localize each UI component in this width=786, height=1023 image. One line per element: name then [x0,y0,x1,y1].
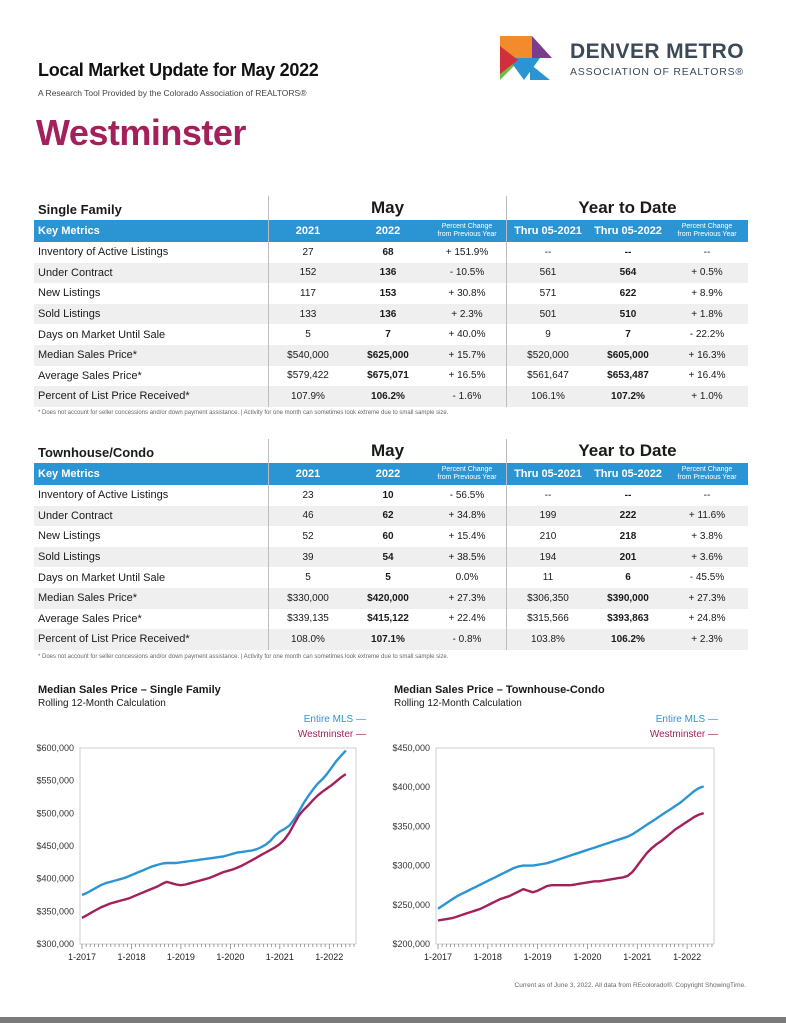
group-ytd: Year to Date [506,196,748,220]
ytd-2021-value: -- [544,246,552,258]
y-tick-label: $550,000 [36,775,74,786]
col-2021: 2021 [295,468,321,480]
y-tick-label: $300,000 [392,860,430,871]
table-row [34,609,748,630]
series-line-westminster [438,813,704,920]
col-thru-2022: Thru 05-2022 [594,225,662,237]
section-title: Single Family [38,202,122,217]
may-2021-value: $579,422 [287,370,329,382]
ytd-2022-value: $393,863 [607,613,649,625]
col-ytd-pct-change: Percent Change from Previous Year [677,223,737,238]
ytd-2022-value: 106.2% [611,633,645,645]
may-2021-value: $330,000 [287,592,329,604]
series-line-entire-mls [438,786,704,908]
x-tick-label: 1-2017 [67,952,97,962]
legend-entire-mls: Entire MLS — [655,714,718,725]
table-body [34,485,748,650]
y-tick-label: $450,000 [392,743,430,753]
may-2022-value: 54 [382,551,394,563]
table-row [34,386,748,407]
ytd-2021-value: 199 [539,510,557,522]
may-pct-change: 0.0% [455,572,479,584]
dmar-logo [500,36,750,84]
may-2021-value: 46 [302,510,314,522]
series-line-westminster [82,774,346,918]
table-row [34,547,748,568]
may-2021-value: $339,135 [287,613,329,625]
bottom-bar [0,1017,786,1023]
may-2022-value: 10 [382,489,394,501]
col-ytd-pct-change: Percent Change from Previous Year [677,466,737,481]
table-row [34,588,748,609]
ytd-pct-change: + 27.3% [688,592,726,604]
ytd-2021-value: 561 [539,267,557,279]
group-may: May [268,439,506,463]
x-tick-label: 1-2022 [315,952,344,962]
ytd-2021-value: 106.1% [531,390,565,402]
metric-label: Inventory of Active Listings [38,489,169,502]
table-group-header [34,439,748,463]
ytd-2021-value: $561,647 [527,370,569,382]
may-pct-change: - 0.8% [452,633,482,645]
may-pct-change: + 151.9% [445,246,489,258]
metric-label: New Listings [38,530,101,543]
ytd-2022-value: 622 [619,287,637,299]
col-key-metrics: Key Metrics [38,225,100,237]
ytd-2022-value: -- [624,489,632,501]
data-credit: Current as of June 3, 2022. All data from REcolorado®. Copyright ShowingTime. [514,982,746,989]
group-ytd: Year to Date [506,439,748,463]
y-tick-label: $250,000 [392,899,430,910]
x-tick-label: 1-2017 [423,952,453,962]
chart-title: Median Sales Price – Single Family [38,684,221,696]
ytd-2022-value: 564 [619,267,637,279]
ytd-2021-value: 210 [539,530,557,542]
table-group-header [34,196,748,220]
y-tick-label: $500,000 [36,808,74,819]
ytd-2022-value: $653,487 [607,370,649,382]
table-row [34,345,748,366]
ytd-2021-value: -- [544,489,552,501]
legend-westminster: Westminster — [297,729,366,740]
metric-label: Days on Market Until Sale [38,571,166,584]
x-tick-label: 1-2021 [623,952,652,962]
table-header [34,220,748,242]
x-tick-label: 1-2020 [216,952,245,962]
may-2022-value: $675,071 [367,370,409,382]
column-divider [506,439,507,650]
ytd-pct-change: + 16.3% [688,349,726,361]
group-may: May [268,196,506,220]
may-2021-value: 27 [302,246,314,258]
y-tick-label: $600,000 [36,743,74,753]
ytd-pct-change: -- [703,489,711,501]
metric-label: Median Sales Price* [38,349,138,362]
table-row [34,567,748,588]
ytd-pct-change: + 3.8% [691,530,723,542]
col-pct-change: Percent Change from Previous Year [437,466,497,481]
may-2021-value: 5 [305,329,311,341]
x-tick-label: 1-2020 [573,952,602,962]
may-pct-change: + 15.4% [448,530,486,542]
table-row [34,366,748,387]
metric-label: Inventory of Active Listings [38,246,169,259]
may-2022-value: 136 [379,267,397,279]
ytd-pct-change: -- [703,246,711,258]
may-2021-value: 133 [299,308,317,320]
chart-title: Median Sales Price – Townhouse-Condo [394,684,605,696]
chart-single-family [0,736,390,972]
may-2022-value: 153 [379,287,397,299]
table-row [34,324,748,345]
x-tick-label: 1-2022 [673,952,702,962]
column-divider [268,196,269,407]
metric-label: Percent of List Price Received* [38,633,190,646]
ytd-2021-value: 501 [539,308,557,320]
ytd-2021-value: $520,000 [527,349,569,361]
col-thru-2021: Thru 05-2021 [514,468,582,480]
may-2022-value: 60 [382,530,394,542]
table-row [34,304,748,325]
logo-subtitle: ASSOCIATION OF REALTORS® [570,66,744,78]
metric-label: Median Sales Price* [38,592,138,605]
may-2021-value: 117 [300,287,316,299]
ytd-2022-value: 7 [625,329,631,341]
ytd-2022-value: 107.2% [611,390,645,402]
column-divider [506,196,507,407]
may-pct-change: + 16.5% [448,370,486,382]
y-tick-label: $350,000 [36,906,74,917]
metric-label: Sold Listings [38,308,101,321]
y-tick-label: $200,000 [392,939,430,949]
ytd-pct-change: + 3.6% [691,551,723,563]
metric-label: Under Contract [38,266,113,279]
col-2021: 2021 [295,225,321,237]
single-family-table [34,196,748,407]
may-2021-value: $540,000 [287,349,329,361]
may-2022-value: $625,000 [367,349,409,361]
table-row [34,506,748,527]
x-tick-label: 1-2018 [117,952,146,962]
chart-townhouse [390,736,786,972]
may-pct-change: + 2.3% [451,308,483,320]
townhouse-table [34,439,748,650]
ytd-2022-value: 201 [619,551,637,563]
ytd-2022-value: 510 [619,308,637,320]
y-tick-label: $300,000 [36,939,74,949]
footnote: * Does not account for seller concessions and/or down payment assistance. | Activity for one month can sometimes look extreme due to small sample size. [38,410,449,416]
ytd-2021-value: 103.8% [531,633,565,645]
chart-subtitle: Rolling 12-Month Calculation [394,698,522,709]
may-pct-change: + 22.4% [448,613,486,625]
plot-frame [80,748,356,944]
ytd-pct-change: - 45.5% [689,572,725,584]
ytd-2021-value: 9 [545,329,551,341]
may-2022-value: 68 [382,246,394,258]
y-tick-label: $450,000 [36,841,74,851]
table-body [34,242,748,407]
ytd-2022-value: $390,000 [607,592,649,604]
ytd-2021-value: 194 [539,551,557,563]
logo-title: DENVER METRO [570,40,744,63]
page-subtitle: A Research Tool Provided by the Colorado Association of REALTORS® [38,88,307,98]
may-2021-value: 39 [302,551,314,563]
may-2022-value: $420,000 [367,592,409,604]
may-2022-value: 136 [379,308,397,320]
col-2022: 2022 [375,225,401,237]
may-pct-change: - 56.5% [449,489,485,501]
metric-label: Days on Market Until Sale [38,328,166,341]
ytd-2022-value: -- [624,246,632,258]
may-2022-value: 7 [385,329,391,341]
x-tick-label: 1-2019 [523,952,552,962]
column-divider [268,439,269,650]
table-row [34,242,748,263]
col-key-metrics: Key Metrics [38,468,100,480]
may-pct-change: + 34.8% [448,510,486,522]
x-tick-label: 1-2019 [166,952,195,962]
may-pct-change: + 38.5% [448,551,486,563]
may-2021-value: 23 [302,489,314,501]
may-2021-value: 107.9% [291,390,325,402]
ytd-2021-value: 11 [542,572,554,584]
legend-entire-mls: Entire MLS — [303,714,366,725]
col-2022: 2022 [375,468,401,480]
ytd-2021-value: 571 [539,287,557,299]
may-2021-value: 152 [299,267,317,279]
ytd-pct-change: + 0.5% [691,267,723,279]
ytd-2022-value: $605,000 [607,349,649,361]
x-tick-label: 1-2018 [473,952,502,962]
x-tick-label: 1-2021 [265,952,294,962]
may-pct-change: + 27.3% [448,592,486,604]
ytd-pct-change: - 22.2% [689,329,725,341]
col-pct-change: Percent Change from Previous Year [437,223,497,238]
may-pct-change: - 10.5% [449,267,485,279]
ytd-2022-value: 218 [619,530,637,542]
series-line-entire-mls [82,751,346,895]
ytd-2022-value: 222 [619,510,637,522]
col-thru-2022: Thru 05-2022 [594,468,662,480]
plot-frame [436,748,714,944]
y-tick-label: $350,000 [392,821,430,832]
metric-label: Percent of List Price Received* [38,390,190,403]
col-thru-2021: Thru 05-2021 [514,225,582,237]
may-pct-change: + 40.0% [448,329,486,341]
chart-subtitle: Rolling 12-Month Calculation [38,698,166,709]
page-title: Local Market Update for May 2022 [38,60,319,80]
table-row [34,263,748,284]
y-tick-label: $400,000 [36,873,74,884]
table-header [34,463,748,485]
section-title: Townhouse/Condo [38,445,155,460]
table-row [34,526,748,547]
may-2021-value: 5 [305,572,311,584]
ytd-pct-change: + 1.0% [691,390,723,402]
ytd-pct-change: + 16.4% [688,370,726,382]
may-2022-value: 107.1% [371,633,405,645]
may-2022-value: $415,122 [367,613,409,625]
may-2022-value: 5 [385,572,391,584]
ytd-2022-value: 6 [625,572,631,584]
metric-label: Average Sales Price* [38,369,142,382]
may-2021-value: 108.0% [291,633,325,645]
table-row [34,485,748,506]
may-pct-change: + 15.7% [448,349,486,361]
logo-mark-icon [500,36,560,82]
legend-westminster: Westminster — [649,729,718,740]
table-row [34,283,748,304]
city-name: Westminster [36,112,246,153]
metric-label: Average Sales Price* [38,612,142,625]
metric-label: Under Contract [38,509,113,522]
table-row [34,629,748,650]
may-pct-change: - 1.6% [452,390,482,402]
ytd-2021-value: $306,350 [527,592,569,604]
metric-label: New Listings [38,287,101,300]
ytd-pct-change: + 11.6% [688,510,726,522]
may-2021-value: 52 [302,530,314,542]
ytd-pct-change: + 24.8% [688,613,726,625]
y-tick-label: $400,000 [392,782,430,793]
metric-label: Sold Listings [38,551,101,564]
ytd-2021-value: $315,566 [527,613,569,625]
may-pct-change: + 30.8% [448,287,486,299]
ytd-pct-change: + 2.3% [691,633,723,645]
may-2022-value: 106.2% [371,390,405,402]
ytd-pct-change: + 8.9% [691,287,723,299]
ytd-pct-change: + 1.8% [691,308,723,320]
may-2022-value: 62 [382,510,394,522]
footnote: * Does not account for seller concessions and/or down payment assistance. | Activity for one month can sometimes look extreme due to small sample size. [38,654,449,660]
